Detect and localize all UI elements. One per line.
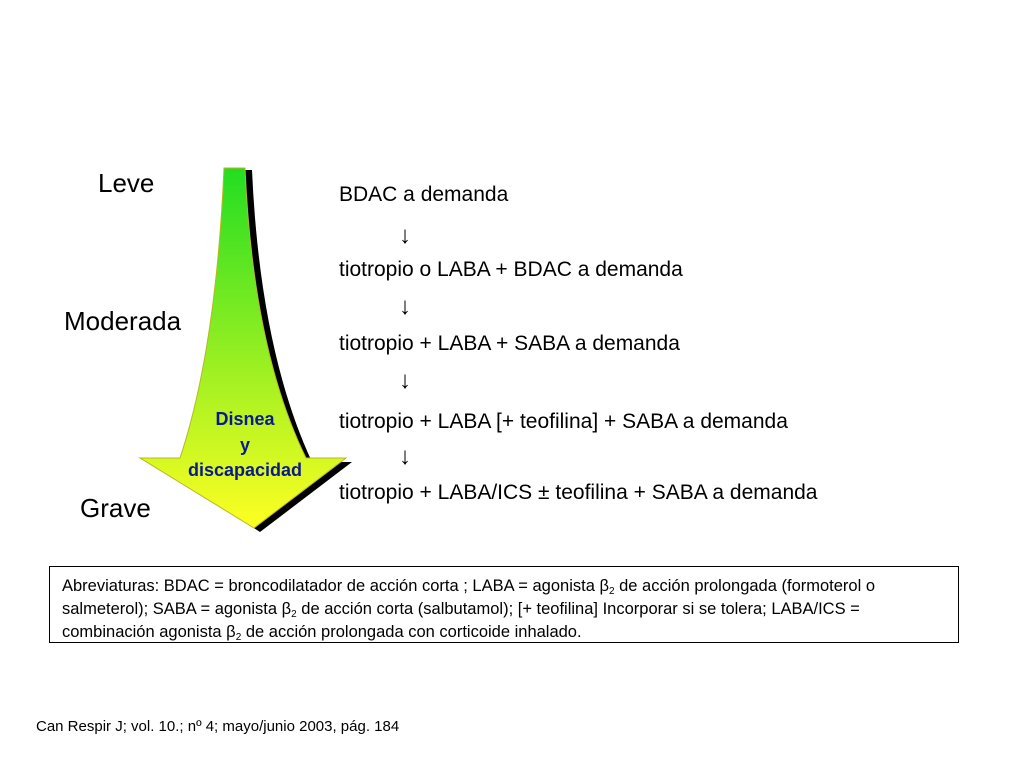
down-arrow-icon: ↓ bbox=[399, 222, 411, 249]
down-arrow-icon: ↓ bbox=[399, 367, 411, 394]
abbreviations-box bbox=[49, 566, 959, 643]
abbr-text-2: de acción prolongada (formoterol o salmeterol); SABA = agonista β bbox=[62, 577, 876, 618]
abbr-sub-3: 2 bbox=[235, 632, 242, 643]
treatment-step-4: tiotropio + LABA [+ teofilina] + SABA a demanda bbox=[339, 410, 788, 433]
severity-label-moderate: Moderada bbox=[64, 306, 182, 336]
treatment-step-2: tiotropio o LABA + BDAC a demanda bbox=[339, 258, 683, 281]
severity-gradient-arrow bbox=[130, 160, 360, 540]
arrow-label-line1: Disnea bbox=[215, 409, 275, 429]
treatment-step-1: BDAC a demanda bbox=[339, 183, 509, 206]
arrow-label-line3: discapacidad bbox=[187, 460, 303, 480]
down-arrow-icon: ↓ bbox=[399, 293, 411, 320]
abbr-text-3: de acción corta (salbutamol); [+ teofilina] Incorporar si se tolera; LABA/ICS = combinación agonista β bbox=[62, 600, 860, 641]
abbr-sub-2: 2 bbox=[291, 609, 297, 620]
arrow-label-line2: y bbox=[239, 435, 250, 455]
severity-label-severe: Grave bbox=[80, 493, 151, 523]
treatment-step-5: tiotropio + LABA/ICS ± teofilina + SABA a demanda bbox=[339, 481, 818, 504]
citation: Can Respir J; vol. 10.; nº 4; mayo/junio 2003, pág. 184 bbox=[36, 718, 400, 735]
abbr-text-4: de acción prolongada con corticoide inhalado. bbox=[241, 623, 582, 641]
treatment-step-3: tiotropio + LABA + SABA a demanda bbox=[339, 332, 680, 355]
abbr-sub-1: 2 bbox=[608, 586, 615, 597]
abbr-text-1: Abreviaturas: BDAC = broncodilatador de acción corta ; LABA = agonista β bbox=[62, 577, 609, 595]
down-arrow-icon: ↓ bbox=[399, 443, 411, 470]
severity-label-mild: Leve bbox=[98, 168, 155, 198]
